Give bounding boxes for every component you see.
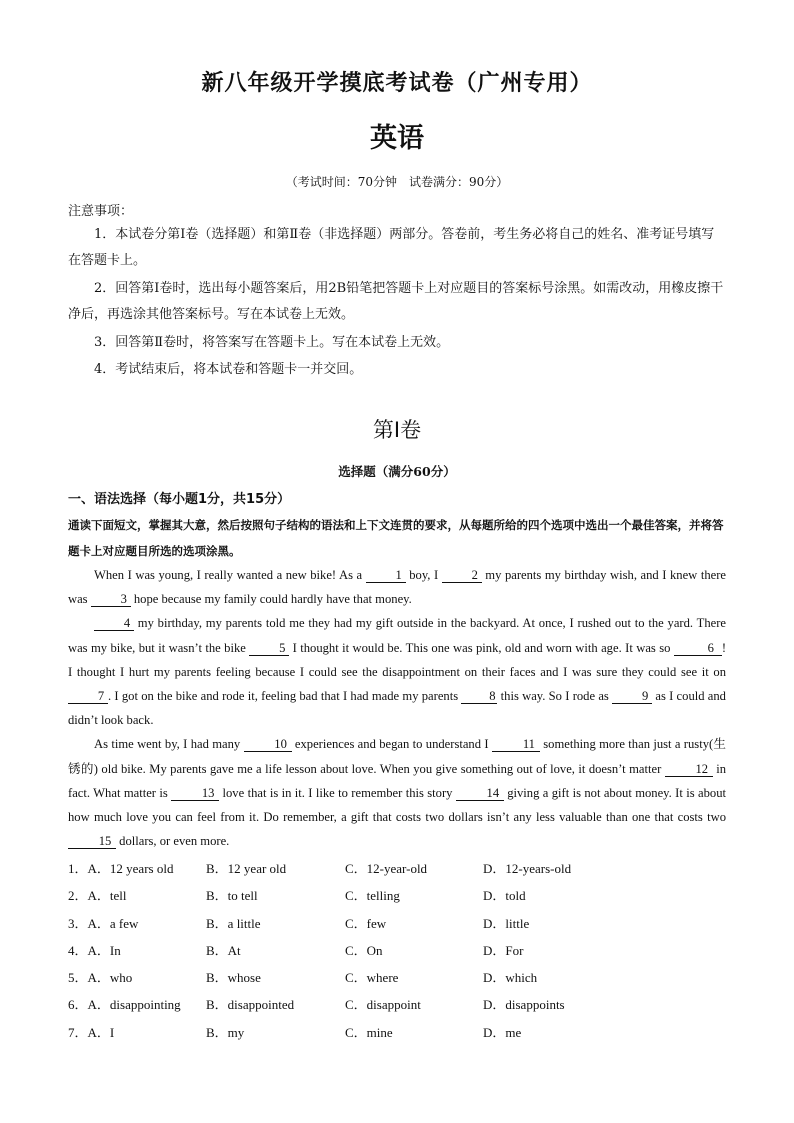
option-a[interactable]: 2．A．tell — [68, 888, 127, 904]
option-c[interactable]: C．disappoint — [345, 997, 421, 1013]
blank-11[interactable]: 11 — [492, 737, 540, 752]
passage-paragraph-1: When I was young, I really wanted a new bike! As a 1 boy, I 2 my parents my birthday wish, and I knew there was 3 hope because my family could hardly have that money. — [68, 568, 726, 607]
question-row — [68, 1022, 728, 1049]
question-row — [68, 967, 728, 994]
passage-paragraph-2: 4 my birthday, my parents told me they had my gift outside in the backyard. At once, I rushed out to the yard. There was my bike, but it wasn’t the bike 5 I thought it would be. This one was pink, old and worn with age. It was so 6 ! I thought I hurt my parents feeling because I could see the disappointment on their faces and I was sure they could see it on 7 . I got on the bike and rode it, feeling bad that I had made my parents 8 this way. So I rode as 9 as I could and didn’t look back. — [68, 616, 727, 728]
reading-passage — [68, 563, 726, 853]
option-d[interactable]: D．which — [483, 970, 538, 986]
option-c[interactable]: C．telling — [345, 888, 400, 904]
question-options — [68, 858, 728, 1049]
notice-item-2: 2．回答第Ⅰ卷时，选出每小题答案后，用2B铅笔把答题卡上对应题目的答案标号涂黑。如需改动，用橡皮擦干净后，再选涂其他答案标号。写在本试卷上无效。 — [68, 281, 724, 322]
option-b[interactable]: B．12 year old — [206, 861, 287, 876]
subject-title: 英语 — [370, 123, 424, 154]
option-c[interactable]: C．12-year-old — [345, 861, 428, 876]
option-c[interactable]: C．where — [345, 970, 399, 986]
option-c[interactable]: C．few — [345, 915, 387, 931]
part-title: 第Ⅰ卷 — [372, 418, 422, 442]
option-d[interactable]: D．little — [483, 915, 530, 931]
option-d[interactable]: D．12-years-old — [483, 861, 572, 876]
passage-paragraph-3: As time went by, I had many 10 experiences and began to understand I 11 something more than just a rusty(生锈的) old bike. My parents gave me a life lesson about love. When you give something out of love, it doesn’t matter 12 in fact. What matter is 13 love that is in it. I like to remember this story 14 giving a gift is not about money. It is about how much love you can feel from it. Do remember, a gift that costs two dollars isn’t any less valuable than one that costs two 15 dollars, or even more. — [68, 737, 726, 849]
question-row — [68, 858, 728, 885]
blank-6[interactable]: 6 — [674, 641, 722, 656]
section-instruction: 通读下面短文，掌握其大意，然后按照句子结构的语法和上下文连贯的要求，从每题所给的四个选项中选出一个最佳答案，并将答题卡上对应题目所选的选项涂黑。 — [68, 518, 724, 558]
option-b[interactable]: B．my — [206, 1024, 245, 1040]
option-b[interactable]: B．At — [206, 942, 241, 958]
option-c[interactable]: C．mine — [345, 1024, 393, 1040]
blank-5[interactable]: 5 — [249, 641, 289, 656]
question-row — [68, 994, 728, 1021]
exam-info: （考试时间：70分钟 试卷满分：90分） — [285, 175, 509, 189]
option-b[interactable]: B．whose — [206, 970, 261, 986]
option-b[interactable]: B．to tell — [206, 888, 258, 904]
blank-4[interactable]: 4 — [94, 616, 134, 631]
question-row — [68, 940, 728, 967]
question-row — [68, 913, 728, 940]
option-a[interactable]: 1．A．12 years old — [68, 861, 174, 876]
exam-title: 新八年级开学摸底考试卷（广州专用） — [201, 71, 593, 96]
blank-9[interactable]: 9 — [612, 689, 652, 704]
option-d[interactable]: D．For — [483, 942, 524, 958]
blank-12[interactable]: 12 — [665, 762, 713, 777]
option-a[interactable]: 3．A．a few — [68, 915, 139, 931]
option-c[interactable]: C．On — [345, 942, 383, 958]
option-a[interactable]: 7．A．I — [68, 1024, 115, 1040]
option-a[interactable]: 5．A．who — [68, 970, 133, 986]
blank-15[interactable]: 15 — [68, 834, 116, 849]
notice-heading: 注意事项： — [68, 204, 134, 219]
notice-item-4: 4．考试结束后，将本试卷和答题卡一并交回。 — [94, 362, 363, 377]
blank-3[interactable]: 3 — [91, 592, 131, 607]
blank-14[interactable]: 14 — [456, 786, 504, 801]
blank-10[interactable]: 10 — [244, 737, 292, 752]
option-a[interactable]: 4．A．In — [68, 942, 121, 958]
blank-2[interactable]: 2 — [442, 568, 482, 583]
option-b[interactable]: B．disappointed — [206, 997, 295, 1013]
notice-item-3: 3．回答第Ⅱ卷时，将答案写在答题卡上。写在本试卷上无效。 — [94, 335, 450, 350]
blank-7[interactable]: 7 — [68, 689, 108, 704]
blank-13[interactable]: 13 — [171, 786, 219, 801]
option-d[interactable]: D．disappoints — [483, 997, 565, 1013]
option-b[interactable]: B．a little — [206, 915, 261, 931]
option-a[interactable]: 6．A．disappointing — [68, 997, 181, 1013]
notice-item-1: 1．本试卷分第Ⅰ卷（选择题）和第Ⅱ卷（非选择题）两部分。答卷前，考生务必将自己的姓名、准考证号填写在答题卡上。 — [68, 227, 715, 268]
question-row — [68, 885, 728, 912]
blank-8[interactable]: 8 — [461, 689, 497, 704]
option-d[interactable]: D．told — [483, 888, 526, 904]
option-d[interactable]: D．me — [483, 1024, 522, 1040]
selection-heading: 选择题（满分60分） — [338, 464, 456, 479]
section-title: 一、语法选择（每小题1分，共15分） — [68, 492, 291, 507]
blank-1[interactable]: 1 — [366, 568, 406, 583]
